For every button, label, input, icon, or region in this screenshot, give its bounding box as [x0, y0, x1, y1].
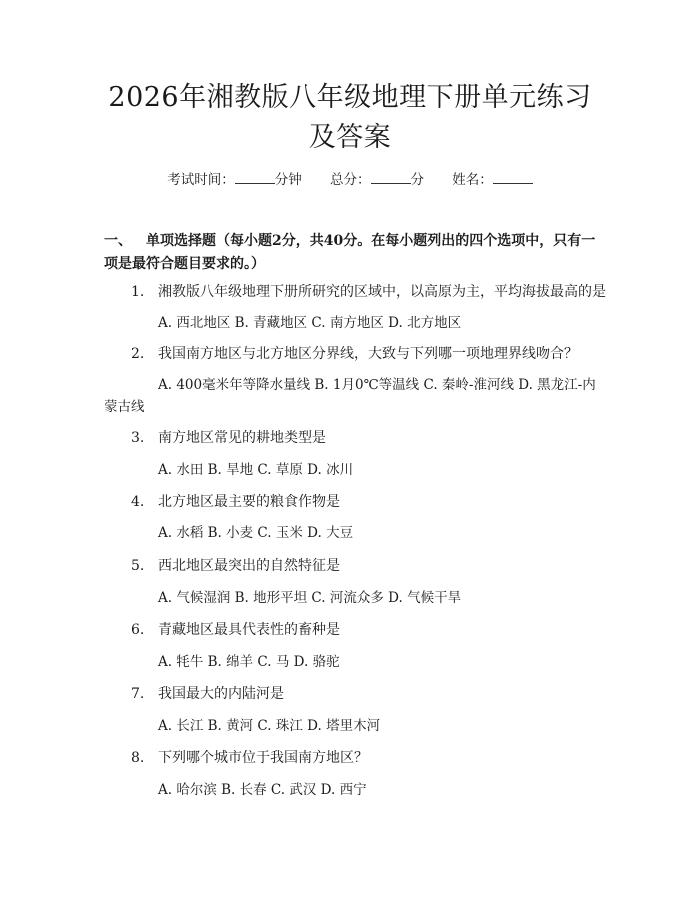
question-options: A. 水田 B. 旱地 C. 草原 D. 冰川 — [158, 462, 354, 478]
question-text: 湘教版八年级地理下册所研究的区域中，以高原为主，平均海拔最高的是 — [158, 284, 606, 300]
question-text: 我国最大的内陆河是 — [158, 686, 284, 702]
section-heading — [104, 230, 604, 276]
question-item — [131, 491, 606, 513]
question-options: A. 400毫米年等降水量线 B. 1月0℃等温线 C. 秦岭-淮河线 D. 黑龙江-内蒙古线 — [104, 377, 596, 415]
question-number: 5. — [131, 558, 145, 574]
question-item — [131, 555, 606, 577]
exam-time-blank — [235, 171, 275, 184]
question-number: 1. — [131, 284, 145, 300]
question-text: 南方地区常见的耕地类型是 — [158, 430, 326, 446]
question-text: 我国南方地区与北方地区分界线，大致与下列哪一项地理界线吻合？ — [158, 346, 578, 362]
question-item — [131, 619, 606, 641]
question-item — [131, 343, 606, 365]
exam-time-unit: 分钟 — [274, 172, 302, 188]
question-options: A. 长江 B. 黄河 C. 珠江 D. 塔里木河 — [158, 718, 381, 734]
question-number: 6. — [131, 622, 145, 638]
question-item — [131, 683, 606, 705]
question-item — [131, 427, 606, 449]
question-number: 2. — [131, 346, 145, 362]
name-label: 姓名： — [452, 172, 493, 188]
question-options: A. 水稻 B. 小麦 C. 玉米 D. 大豆 — [158, 525, 354, 541]
question-options: A. 哈尔滨 B. 长春 C. 武汉 D. 西宁 — [158, 782, 367, 798]
section-heading-text: 单项选择题（每小题2分，共40分。在每小题列出的四个选项中，只有一项是最符合题目要求的。） — [104, 233, 596, 272]
question-number: 4. — [131, 494, 145, 510]
question-options: A. 气候湿润 B. 地形平坦 C. 河流众多 D. 气候干旱 — [158, 590, 462, 606]
question-text: 北方地区最主要的粮食作物是 — [158, 494, 340, 510]
section-number: 一、 — [104, 233, 132, 249]
total-score-unit: 分 — [410, 172, 424, 188]
question-item — [131, 747, 606, 769]
question-options: A. 牦牛 B. 绵羊 C. 马 D. 骆驼 — [158, 654, 340, 670]
question-item — [131, 281, 606, 303]
total-score-blank — [371, 171, 411, 184]
name-field — [452, 168, 533, 188]
total-score-field — [330, 168, 424, 188]
exam-info — [0, 168, 700, 188]
question-number: 7. — [131, 686, 145, 702]
document-title: 2026年湘教版八年级地理下册单元练习及答案 — [108, 82, 592, 153]
question-options: A. 西北地区 B. 青藏地区 C. 南方地区 D. 北方地区 — [158, 315, 462, 331]
question-text: 西北地区最突出的自然特征是 — [158, 558, 340, 574]
question-number: 3. — [131, 430, 145, 446]
exam-time-field — [167, 168, 302, 188]
total-score-label: 总分： — [330, 172, 371, 188]
exam-time-label: 考试时间： — [167, 172, 235, 188]
question-text: 青藏地区最具代表性的畜种是 — [158, 622, 340, 638]
question-text: 下列哪个城市位于我国南方地区？ — [158, 750, 368, 766]
name-blank — [493, 171, 533, 184]
question-number: 8. — [131, 750, 145, 766]
